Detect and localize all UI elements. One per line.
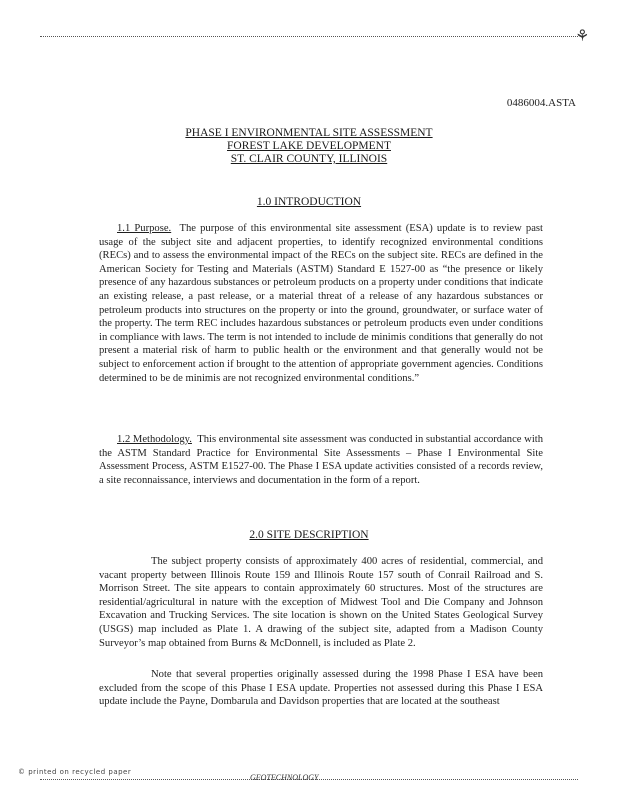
report-title: PHASE I ENVIRONMENTAL SITE ASSESSMENT [185,127,433,139]
company-footer: GEOTECHNOLOGY [250,773,319,782]
section-heading-site-description: 2.0 SITE DESCRIPTION [249,529,369,541]
paragraph-site-description [99,555,543,650]
paragraph-methodology [99,433,543,487]
scanner-mark-icon: ⚘ [575,26,590,45]
recycled-paper-note: © printed on recycled paper [18,768,132,776]
methodology-label: 1.2 Methodology. [117,434,192,445]
purpose-text: The purpose of this environmental site assessment (ESA) update is to review past usage of the subject site and adjacent properties, to identify recognized environmental conditions (RECs) and to assess the environmental impact of the RECs on the subject site. RECs are defined in the American Society for Testing and Materials (ASTM) Standard E 1527-00 as “the presence or likely presence of any hazardous substances or petroleum products on a property under conditions that indicate an existing release, a past release, or a material threat of a release of any hazardous substances or petroleum products into structures on the property or into the ground, groundwater, or surface water of the property. The term REC includes hazardous substances or petroleum products even under conditions in compliance with laws. The term is not intended to include de minimis conditions that generally do not present a material risk of harm to public health or the environment and that generally would not be subject to enforcement action if brought to the attention of appropriate government agencies. Conditions determined to be de minimis are not recognized environmental conditions.” [99,223,543,384]
purpose-label: 1.1 Purpose. [117,223,172,234]
methodology-text: This environmental site assessment was conducted in substantial accordance with the ASTM Standard Practice for Environmental Site Assessments – Phase I Environmental Site Assessment Process, ASTM E1527-00. The Phase I ESA update activities consisted of a records review, a site reconnaissance, interviews and documentation in the form of a report. [99,434,543,486]
document-id: 0486004.ASTA [506,97,576,109]
excluded-properties-text: Note that several properties originally assessed during the 1998 Phase I ESA have been excluded from the scope of this Phase I ESA update. Properties not assessed during this Phase I ESA update include the Payne, Dombarula and Davidson properties that are located at the southeast [99,669,543,708]
site-description-text: The subject property consists of approximately 400 acres of residential, commercial, and vacant property between Illinois Route 159 and Illinois Route 157 south of Conrail Railroad and S. Morrison Street. The site appears to contain approximately 60 structures. Most of the structures are residential/agricultural in nature with the exception of Midwest Tool and Die Company and Johnson Excavation and Trucking Services. The site location is shown on the United States Geological Survey (USGS) map included as Plate 1. A drawing of the subject site, adapted from a Madison County Surveyor’s map obtained from Burns & McDonnell, is included as Plate 2. [99,556,543,649]
paragraph-excluded-properties [99,668,543,709]
paragraph-purpose [99,222,543,385]
scan-artifact-top [40,36,578,38]
report-subtitle-project: FOREST LAKE DEVELOPMENT [227,140,391,152]
report-title-block [0,127,618,166]
section-heading-introduction: 1.0 INTRODUCTION [256,196,362,208]
report-subtitle-location: ST. CLAIR COUNTY, ILLINOIS [230,153,388,165]
